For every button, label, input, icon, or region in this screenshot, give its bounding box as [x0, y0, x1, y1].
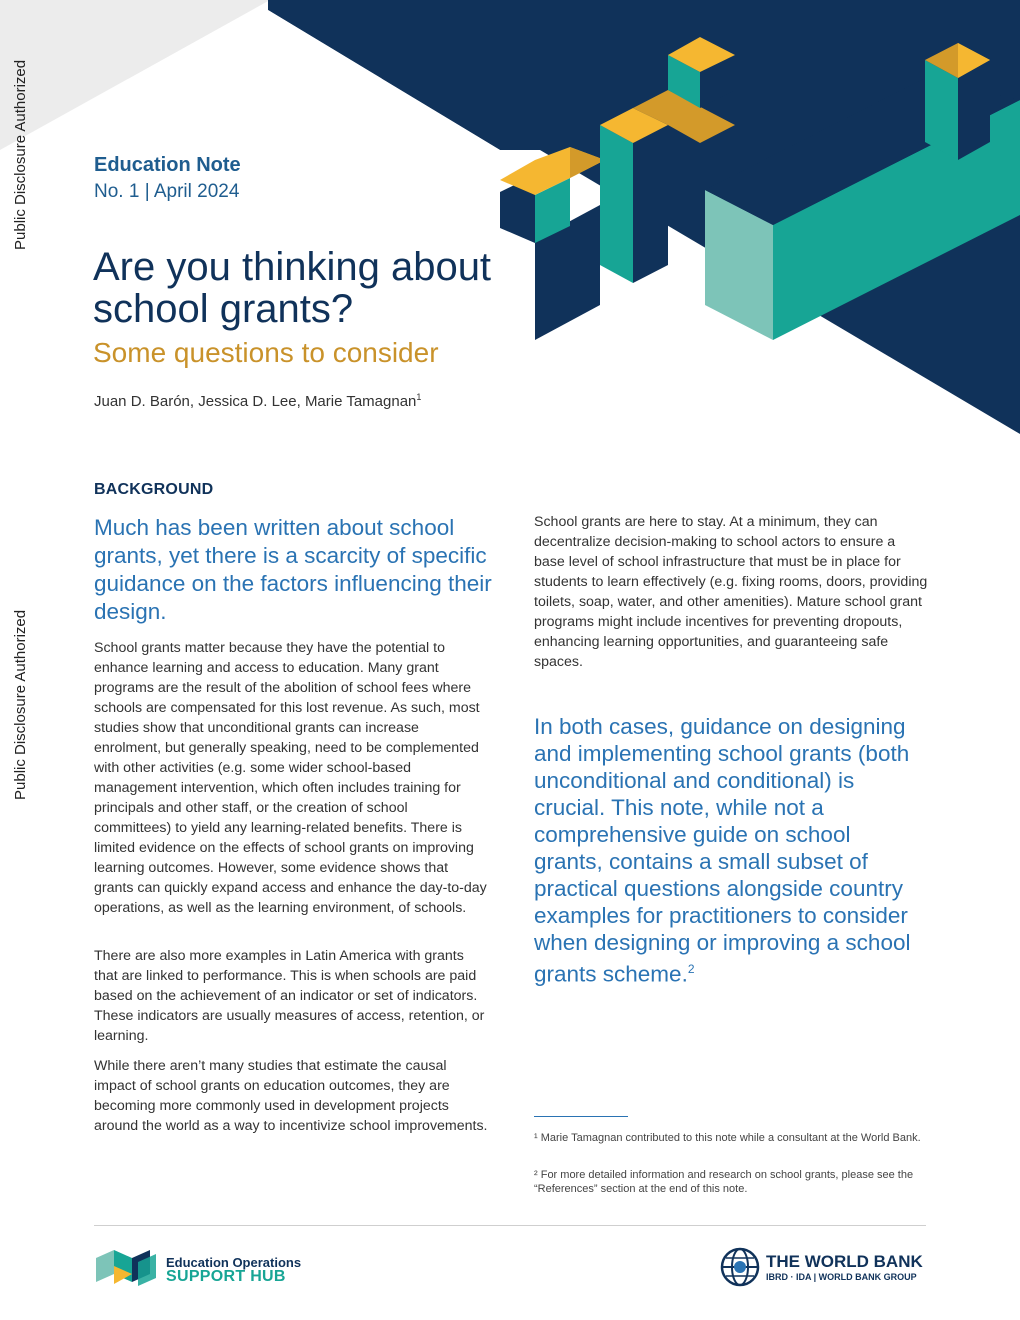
side-label-bottom: Public Disclosure Authorized: [12, 609, 29, 800]
issue-date: No. 1 | April 2024: [94, 181, 240, 202]
author-footnote-mark[interactable]: 1: [416, 392, 422, 402]
hero-graphic: [0, 0, 1020, 440]
body-paragraph-3: While there aren’t many studies that estimate the causal impact of school grants on education outcomes, they are becoming more commonly used in development projects around the world as a way to incentivize school improvements.: [94, 1058, 488, 1134]
pull-quote: [534, 713, 924, 988]
series-title: Education Note: [94, 154, 241, 176]
footnote-1: ¹ Marie Tamagnan contributed to this note while a consultant at the World Bank.: [534, 1132, 921, 1144]
lead-paragraph: Much has been written about school grants, yet there is a scarcity of specific guidance on the factors influencing their design.: [94, 515, 492, 624]
authors: [94, 392, 421, 410]
footnote-divider: [534, 1116, 628, 1117]
section-heading: BACKGROUND: [94, 481, 214, 498]
world-bank-name: THE WORLD BANK: [766, 1252, 923, 1271]
side-label-top: Public Disclosure Authorized: [12, 59, 29, 250]
footer-divider: [94, 1225, 926, 1226]
body-paragraph-4: School grants are here to stay. At a minimum, they can decentralize decision-making to school actors to ensure a base level of school infrastructure that must be in place for students to learn effectively (e.g. fixing rooms, doors, providing toilets, soap, water, and other amenities). Mature school grant programs might include incentives for preventing dropouts, enhancing learning opportunities, and guaranteeing safe spaces.: [534, 514, 928, 670]
pull-quote-text: In both cases, guidance on designing and implementing school grants (both unconditional and conditional) is crucial. This note, while not a comprehensive guide on school grants, contains a small subset of practical questions alongside country examples for practitioners to consider when designing or improving a school grants scheme.: [534, 714, 911, 987]
body-paragraph-1: School grants matter because they have the potential to enhance learning and access to education. Many grant programs are the result of the abolition of school fees where schools are compensated for this lost revenue. As such, most studies show that unconditional grants can increase enrolment, but generally speaking, need to be complemented with other activities (e.g. some wider school-based management intervention, which often includes training for principals and other staff, or the creation of school committees) to yield any learning-related benefits. There is limited evidence on the effects of school grants on improving learning outcomes. However, some evidence shows that grants can quickly expand access and enhance the day-to-day operations, as well as the learning environment, of schools.: [94, 640, 487, 916]
author-names: Juan D. Barón, Jessica D. Lee, Marie Tamagnan: [94, 393, 417, 410]
page-subtitle: Some questions to consider: [93, 337, 439, 368]
hub-name-line-2: SUPPORT HUB: [166, 1268, 286, 1285]
callout-footnote-mark[interactable]: 2: [687, 962, 695, 976]
world-bank-subtitle: IBRD · IDA | WORLD BANK GROUP: [766, 1272, 917, 1282]
world-bank-globe-icon: [720, 1247, 760, 1287]
page-title: Are you thinking about school grants?: [93, 245, 492, 331]
body-paragraph-2: There are also more examples in Latin America with grants that are linked to performance. This is when schools are paid based on the achievement of an indicator or set of indicators. These indicators are usually measures of access, retention, or learning.: [94, 948, 485, 1044]
support-hub-logo-icon: [94, 1250, 158, 1286]
hub-name-line-1: Education Operations: [166, 1255, 302, 1270]
footnote-2: ² For more detailed information and research on school grants, please see the “References” section at the end of this note.: [534, 1169, 914, 1195]
